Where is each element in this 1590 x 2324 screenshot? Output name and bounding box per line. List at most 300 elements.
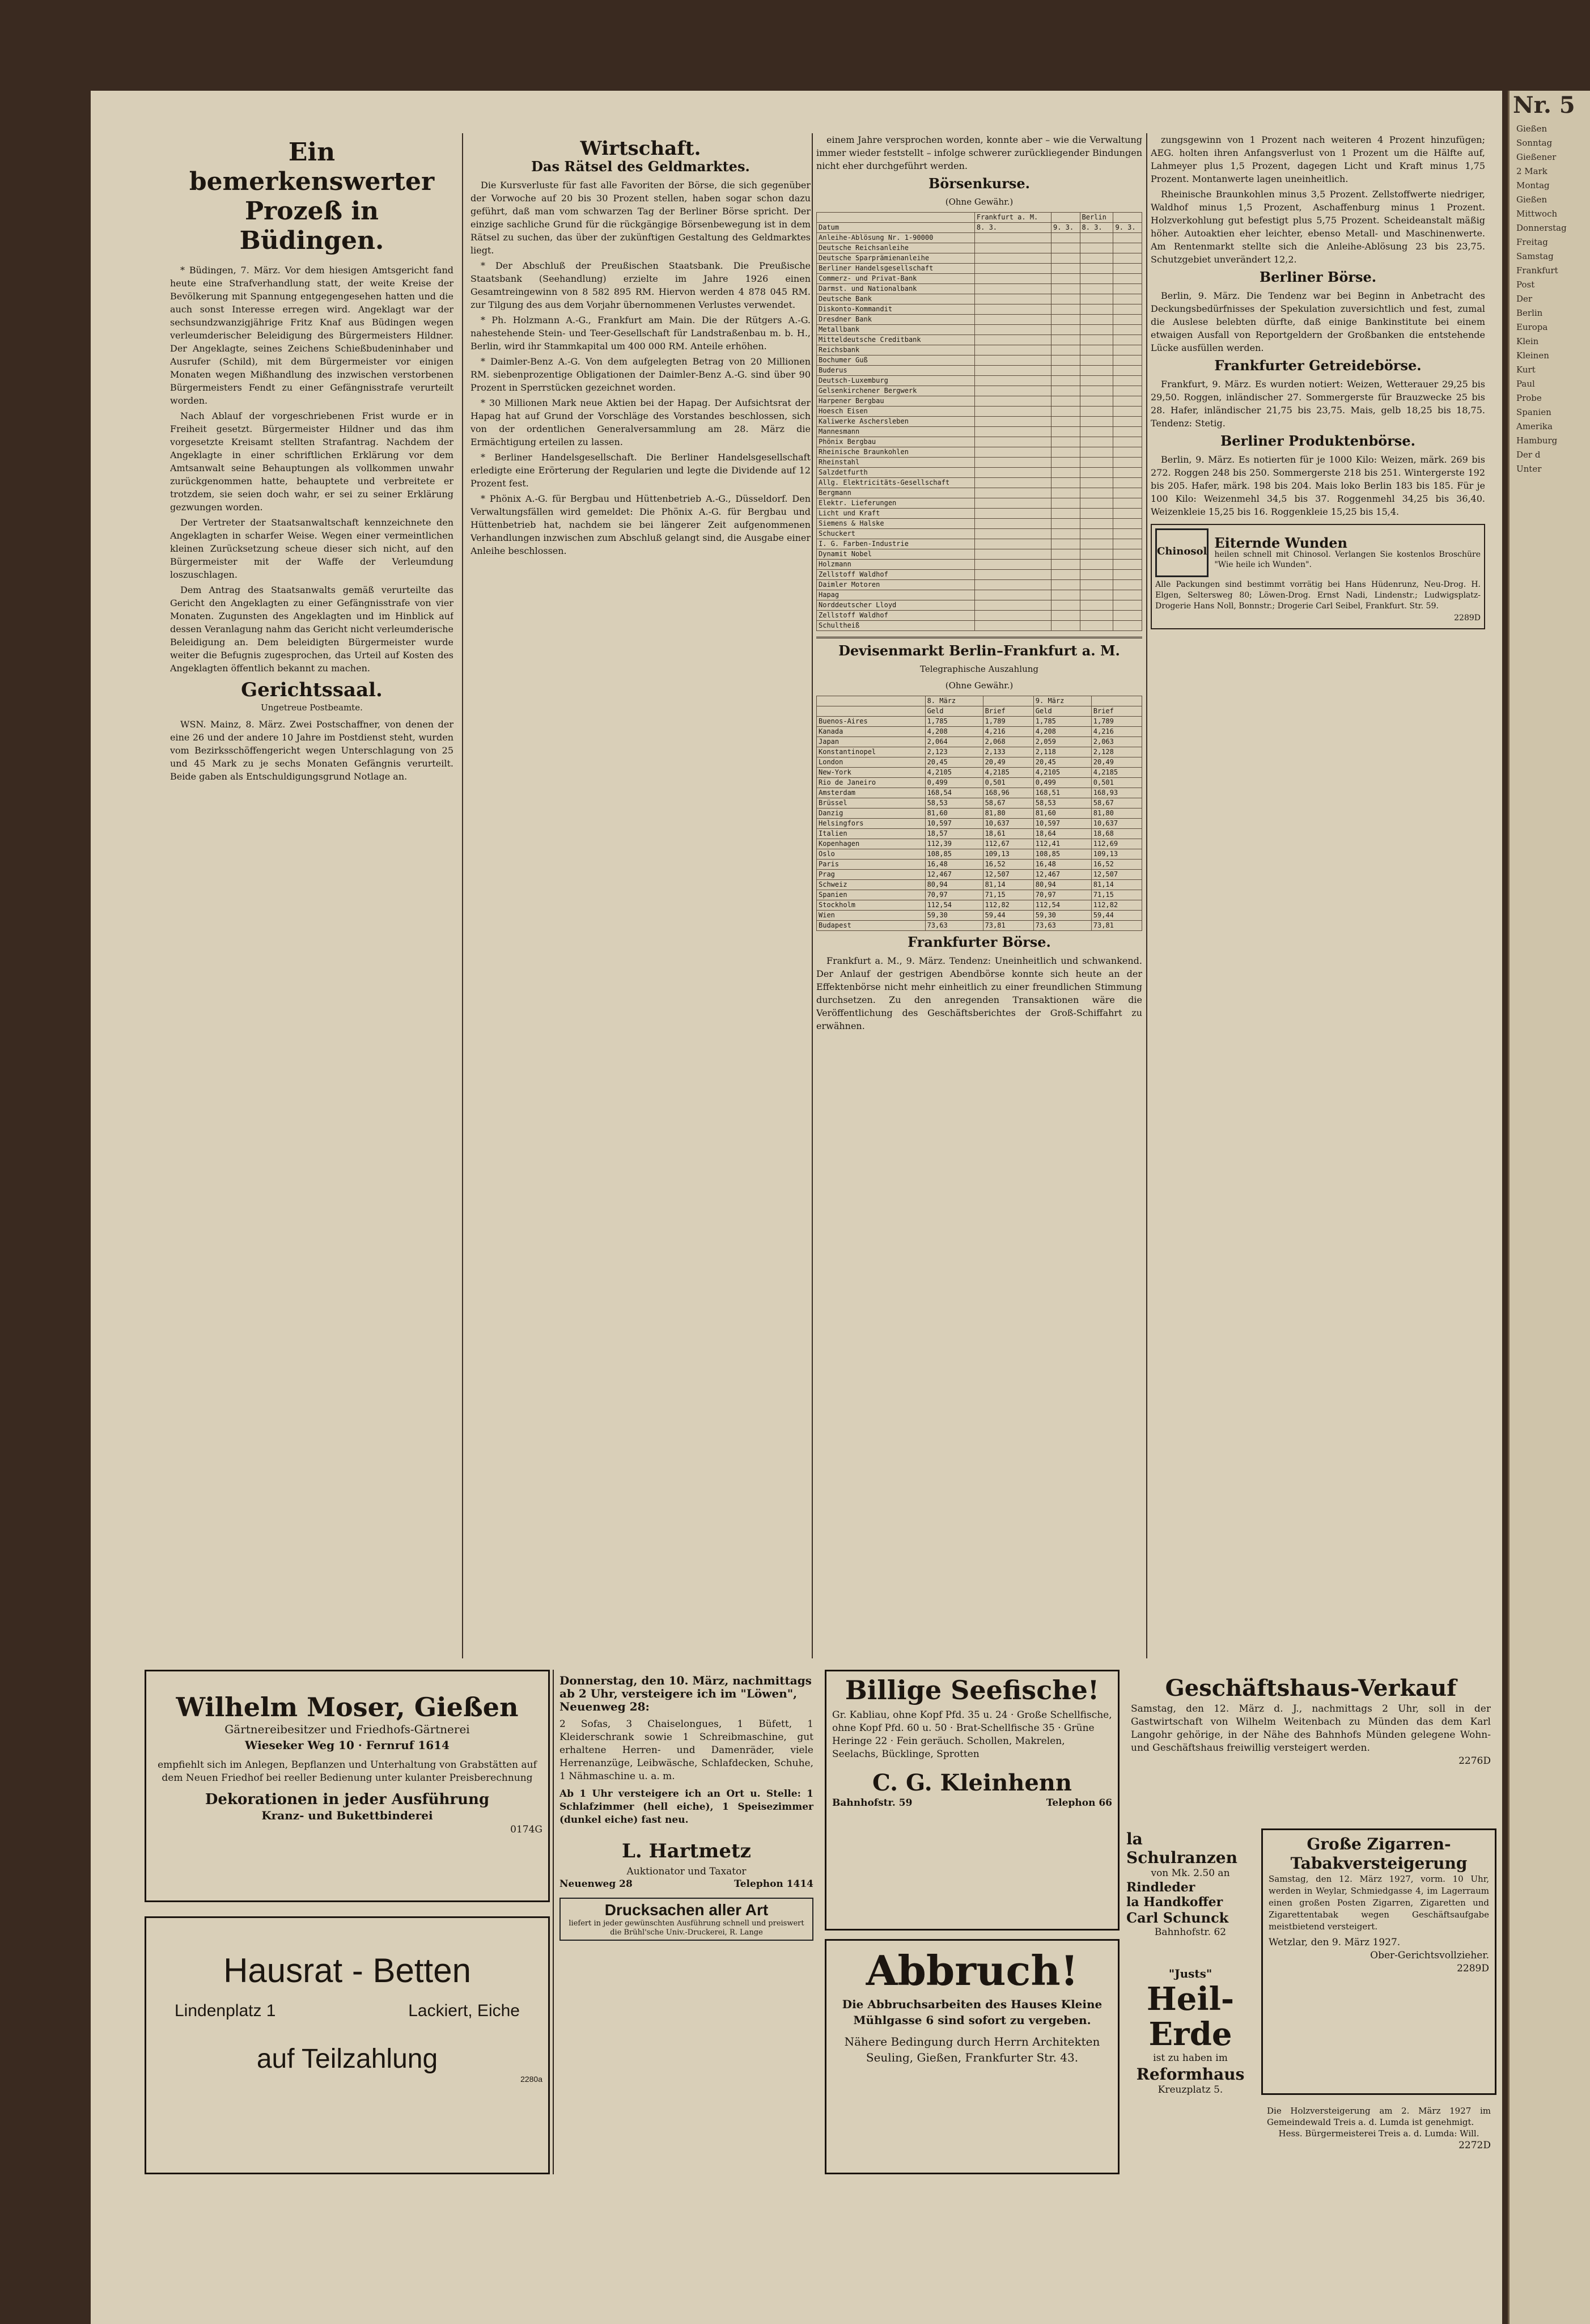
table-cell	[974, 396, 1051, 407]
table-cell: 2,128	[1091, 747, 1142, 757]
table-cell: Rheinstahl	[817, 458, 975, 468]
table-cell	[1113, 253, 1142, 264]
table-cell: 81,14	[983, 880, 1033, 890]
table-cell	[1113, 519, 1142, 529]
ad-text: liefert in jeder gewünschten Ausführung schnell und preiswert die Brühl'sche Univ.-Druckerei, R. Lange	[569, 1919, 804, 1937]
table-cell	[974, 498, 1051, 509]
table-cell: 4,208	[1033, 727, 1091, 737]
table-cell	[1113, 611, 1142, 621]
page-number: Nr. 5	[1513, 92, 1575, 118]
next-page-line: Mittwoch	[1516, 209, 1558, 219]
table-cell	[1080, 539, 1113, 549]
ad-role: Ober-Gerichtsvollzieher.	[1370, 1950, 1489, 1961]
table-cell	[1051, 233, 1080, 243]
table-cell: Buenos-Aires	[817, 717, 926, 727]
table-header-cell: Geld	[925, 706, 983, 717]
table-cell: 73,81	[983, 921, 1033, 931]
table-cell: Dynamit Nobel	[817, 549, 975, 560]
table-cell	[1051, 580, 1080, 590]
table-cell: 2,059	[1033, 737, 1091, 747]
table-cell: Salzdetfurth	[817, 468, 975, 478]
table-cell: 112,67	[983, 839, 1033, 849]
table-cell	[974, 407, 1051, 417]
article-paragraph: Frankfurt a. M., 9. März. Tendenz: Uneinheitlich und schwankend. Der Anlauf der gestrigen Abendbörse konnte sich heute an der Effektenbörse nicht mehr einheitlich zu einer freundlichen Stimmung durchsetzen. Zu den anregenden Transaktionen wäre die Veröffentlichung des Geschäftsberichtes der Groß-Schiffahrt zu erwähnen.	[816, 955, 1142, 1031]
ad-text: Die Abbruchsarbeiten des Hauses Kleine Mühlgasse 6 sind sofort zu vergeben.	[842, 1997, 1103, 2027]
next-page-strip	[1508, 91, 1590, 2324]
table-cell	[974, 580, 1051, 590]
ad-slogan-2: Kranz- und Bukettbinderei	[261, 1809, 433, 1822]
section-title: Frankfurter Börse.	[908, 934, 1051, 950]
table-cell	[1080, 570, 1113, 580]
table-row	[817, 717, 1142, 727]
table-cell: Prag	[817, 870, 926, 880]
table-cell	[1113, 243, 1142, 253]
table-cell: London	[817, 757, 926, 768]
table-header-cell: 9. 3.	[1113, 223, 1142, 233]
table-cell: Schuckert	[817, 529, 975, 539]
table-cell	[1080, 386, 1113, 396]
table-row	[817, 417, 1142, 427]
table-cell: Helsingfors	[817, 819, 926, 829]
table-cell: 16,52	[983, 860, 1033, 870]
next-page-line: Sonntag	[1516, 138, 1553, 148]
table-row	[817, 315, 1142, 325]
table-header-cell	[817, 696, 926, 706]
table-header-cell: 8. 3.	[1080, 223, 1113, 233]
table-cell	[1051, 468, 1080, 478]
section-title: Börsenkurse.	[928, 175, 1031, 192]
table-row	[817, 829, 1142, 839]
section-subtitle: Das Rätsel des Geldmarktes.	[531, 158, 750, 175]
article-paragraph: * Ph. Holzmann A.-G., Frankfurt am Main. Die der Rütgers A.-G. nahestehende Stein- und Teer-Gesellschaft für Landstraßenbau m. b. H., Berlin, wird ihr Stammkapital um 400 000 RM. Anteile erhöhen.	[470, 315, 811, 352]
table-cell: Norddeutscher Lloyd	[817, 600, 975, 611]
article-paragraph: zungsgewinn von 1 Prozent nach weiteren 4 Prozent hinzufügen; AEG. holten ihren Anfangsverlust von 1 Prozent um die Hälfte auf, Lahmeyer plus 1,5 Prozent, dagegen Licht und Kraft minus 1,75 Prozent. Montanwerte lagen uneinheitlich.	[1151, 134, 1485, 184]
table-cell: Deutsch-Luxemburg	[817, 376, 975, 386]
table-cell	[1113, 294, 1142, 304]
table-cell	[974, 478, 1051, 488]
article-paragraph: Die Kursverluste für fast alle Favoriten der Börse, die sich gegenüber der Vorwoche auf 20 bis 30 Prozent stellen, haben sogar schon dazu geführt, daß man vom schwarzen Tag der Berliner Börse spricht. Der einzige sachliche Grund für die rückgängige Börsenbewegung ist in dem Rätsel zu suchen, das über der zukünftigen Gestaltung des Geldmarktes liegt.	[470, 180, 811, 256]
table-cell	[1080, 396, 1113, 407]
next-page-line: Spanien	[1516, 407, 1551, 417]
table-row	[817, 529, 1142, 539]
table-cell: Commerz- und Privat-Bank	[817, 274, 975, 284]
table-cell: 168,96	[983, 788, 1033, 798]
table-header-cell	[817, 213, 975, 223]
next-page-line: Post	[1516, 280, 1535, 290]
table-cell	[1080, 580, 1113, 590]
table-cell	[974, 335, 1051, 345]
table-cell	[974, 264, 1051, 274]
table-cell	[1080, 315, 1113, 325]
table-cell: Konstantinopel	[817, 747, 926, 757]
table-cell	[1080, 355, 1113, 366]
table-cell	[1113, 488, 1142, 498]
table-header-cell: Geld	[1033, 706, 1091, 717]
column-1	[170, 133, 453, 1658]
article-paragraph: Berlin, 9. März. Die Tendenz war bei Beginn in Anbetracht des Deckungsbedürfnisses der Spekulation zuversichtlich und fest, zumal die Auslese belebten dürfte, daß einige Bankinstitute bei einem etwaigen Ausfall von Reportgeldern der Großbanken die entstehende Lücke ausfüllen werden.	[1151, 290, 1485, 353]
table-cell: 4,2185	[983, 768, 1033, 778]
table-cell	[1080, 478, 1113, 488]
table-cell: 112,69	[1091, 839, 1142, 849]
table-cell: Daimler Motoren	[817, 580, 975, 590]
table-cell	[1051, 447, 1080, 458]
table-row	[817, 366, 1142, 376]
table-cell	[1080, 549, 1113, 560]
table-cell: 2,133	[983, 747, 1033, 757]
table-cell: 112,54	[925, 900, 983, 911]
table-cell	[1051, 264, 1080, 274]
table-cell: 1,789	[983, 717, 1033, 727]
table-cell	[974, 509, 1051, 519]
table-cell	[1080, 488, 1113, 498]
ad-title: Drucksachen aller Art	[604, 1901, 769, 1919]
ad-row	[832, 1797, 1112, 1809]
article-paragraph: Berlin, 9. März. Es notierten für je 1000 Kilo: Weizen, märk. 269 bis 272. Roggen 248 bis 250. Sommergerste 218 bis 251. Wintergerste 192 bis 205. Hafer, märk. 198 bis 204. Mais loko Berlin 183 bis 185. Für je 100 Kilo: Weizenmehl 34,5 bis 37. Roggenmehl 34,25 bis 36,40. Weizenkleie 15,25 bis 16. Roggenkleie 15,25 bis 15,4.	[1151, 454, 1485, 517]
ad-title: Große Zigarren-Tabakversteigerung	[1290, 1835, 1468, 1873]
ad-slogan: Dekorationen in jeder Ausführung	[205, 1791, 490, 1808]
table-row	[817, 590, 1142, 600]
table-cell: 16,48	[925, 860, 983, 870]
section-subtitle: Ungetreue Postbeamte.	[261, 702, 363, 713]
table-row	[817, 233, 1142, 243]
table-row	[817, 621, 1142, 631]
table-cell: Allg. Elektricitäts-Gesellschaft	[817, 478, 975, 488]
table-cell: 80,94	[925, 880, 983, 890]
table-row	[817, 355, 1142, 366]
table-cell	[974, 488, 1051, 498]
table-cell	[1113, 417, 1142, 427]
table-row	[817, 900, 1142, 911]
ad-text: Samstag, den 12. März 1927, vorm. 10 Uhr, werden in Weylar, Schmiedgasse 4, im Lagerraum einen großen Posten Zigarren, Zigaretten und Zigarettentabak wegen Geschäftsaufgabe meistbietend versteigert.	[1269, 1874, 1489, 1932]
table-cell: 168,51	[1033, 788, 1091, 798]
seefische-ad	[825, 1670, 1120, 1931]
article-paragraph: Rheinische Braunkohlen minus 3,5 Prozent. Zellstoffwerte niedriger, Waldhof minus 1,5 Prozent, Aschaffenburg minus 1 Prozent. Holzverkohlung gut befestigt plus 5,75 Prozent. Scheideanstalt mäßig höher. Autoaktien eher leichter, ebenso Metall- und Maschinenwerte. Am Rentenmarkt stellte sich die Anleihe-Ablösung 23 bis 23,75. Schutzgebiet unverändert 12,2.	[1151, 189, 1485, 265]
table-cell	[1113, 529, 1142, 539]
table-cell: Deutsche Reichsanleihe	[817, 243, 975, 253]
versteigerung-ad	[553, 1670, 819, 2174]
table-cell: 12,507	[983, 870, 1033, 880]
table-header-cell: Brief	[1091, 706, 1142, 717]
table-cell: Schultheiß	[817, 621, 975, 631]
table-cell: 2,123	[925, 747, 983, 757]
table-cell: Rheinische Braunkohlen	[817, 447, 975, 458]
table-cell: Holzmann	[817, 560, 975, 570]
table-cell: 4,208	[925, 727, 983, 737]
table-cell: 1,789	[1091, 717, 1142, 727]
column-rule	[1146, 133, 1147, 1658]
table-row	[817, 580, 1142, 590]
next-page-line: Berlin	[1516, 308, 1543, 318]
chinosol-logo: Chinosol	[1155, 528, 1209, 577]
table-cell	[1113, 274, 1142, 284]
table-cell: 20,49	[983, 757, 1033, 768]
table-cell	[1113, 437, 1142, 447]
table-row	[817, 345, 1142, 355]
table-cell: 4,216	[983, 727, 1033, 737]
table-cell: 58,67	[983, 798, 1033, 808]
table-cell	[1080, 335, 1113, 345]
next-page-line: Der d	[1516, 450, 1541, 460]
table-cell	[1051, 539, 1080, 549]
table-cell: 2,068	[983, 737, 1033, 747]
table-cell	[1113, 315, 1142, 325]
table-cell	[1113, 284, 1142, 294]
table-cell: Diskonto-Kommandit	[817, 304, 975, 315]
table-cell	[1051, 611, 1080, 621]
table-header-cell: Datum	[817, 223, 975, 233]
table-cell: 81,60	[925, 808, 983, 819]
table-cell	[1051, 509, 1080, 519]
ad-title: Wilhelm Moser, Gießen	[176, 1692, 519, 1722]
table-row	[817, 264, 1142, 274]
table-row	[817, 335, 1142, 345]
table-cell: Phönix Bergbau	[817, 437, 975, 447]
table-cell: Brüssel	[817, 798, 926, 808]
table-cell	[1080, 243, 1113, 253]
table-header-cell: Berlin	[1080, 213, 1113, 223]
table-row	[817, 468, 1142, 478]
table-cell	[1080, 325, 1113, 335]
table-cell	[1080, 294, 1113, 304]
article-paragraph: einem Jahre versprochen worden, konnte aber – wie die Verwaltung immer wieder feststellt – infolge schwerer zurückliegender Bindungen nicht eher durchgeführt werden.	[816, 134, 1142, 171]
next-page-line: Montag	[1516, 180, 1550, 191]
table-cell: 10,637	[983, 819, 1033, 829]
table-cell	[974, 243, 1051, 253]
ad-item: Rindleder	[1126, 1880, 1195, 1895]
section-title: Gerichtssaal.	[241, 679, 383, 701]
table-cell	[1113, 549, 1142, 560]
table-cell: 10,597	[1033, 819, 1091, 829]
table-cell: Darmst. und Nationalbank	[817, 284, 975, 294]
table-row	[817, 396, 1142, 407]
ad-code: 2272D	[1458, 2140, 1491, 2151]
article-paragraph: WSN. Mainz, 8. März. Zwei Postschaffner, von denen der eine 26 und der andere 10 Jahre im Postdienst steht, wurden vom Bezirksschöffengericht wegen Unterschlagung von 25 und 45 Mark zu je sechs Monaten Gefängnis verurteilt. Beide gaben als Entschuldigungsgrund Notlage an.	[170, 719, 453, 782]
column-rule	[462, 133, 463, 1658]
table-cell: 108,85	[1033, 849, 1091, 860]
table-row	[817, 870, 1142, 880]
table-cell: Dresdner Bank	[817, 315, 975, 325]
chinosol-text: heilen schnell mit Chinosol. Verlangen Sie kostenlos Broschüre "Wie heile ich Wunden".	[1214, 549, 1481, 569]
ad-address: Bahnhofstr. 62	[1154, 1927, 1227, 1938]
ad-name: L. Hartmetz	[622, 1840, 751, 1862]
table-cell	[1051, 294, 1080, 304]
table-cell	[1080, 458, 1113, 468]
table-cell: 108,85	[925, 849, 983, 860]
table-cell	[1080, 284, 1113, 294]
table-cell	[1051, 396, 1080, 407]
next-page-line: Probe	[1516, 393, 1542, 403]
table-cell: 0,501	[983, 778, 1033, 788]
table-cell: New-York	[817, 768, 926, 778]
table-cell	[974, 458, 1051, 468]
table-cell: Schweiz	[817, 880, 926, 890]
table-cell	[1080, 233, 1113, 243]
table-row	[817, 498, 1142, 509]
table-cell: 70,97	[925, 890, 983, 900]
table-cell	[1080, 427, 1113, 437]
ad-text: Ab 1 Uhr versteigere ich an Ort u. Stelle: 1 Schlafzimmer (hell eiche), 1 Speisezimmer (dunkel eiche) fast neu.	[559, 1788, 813, 1826]
table-row	[817, 488, 1142, 498]
article-paragraph: * 30 Millionen Mark neue Aktien bei der Hapag. Der Aufsichtsrat der Hapag hat auf Grund der Vorschläge des Vorstandes beschlossen, sich von der ordentlichen Generalversammlung am 28. März die Ermächtigung erteilen zu lassen.	[470, 397, 811, 447]
table-cell	[1051, 478, 1080, 488]
table-cell	[1080, 253, 1113, 264]
table-cell	[974, 304, 1051, 315]
table-cell: 10,637	[1091, 819, 1142, 829]
chinosol-title: Eiternde Wunden	[1214, 534, 1347, 551]
ad-phone: Telephon 1414	[734, 1878, 813, 1890]
next-page-line: Der	[1516, 294, 1533, 304]
section-subtitle: Telegraphische Auszahlung	[920, 664, 1038, 674]
table-header-cell: Brief	[983, 706, 1033, 717]
table-cell: Mannesmann	[817, 427, 975, 437]
section-subtitle: (Ohne Gewähr.)	[945, 197, 1014, 207]
section-title: Berliner Börse.	[1259, 269, 1377, 285]
table-cell	[974, 570, 1051, 580]
article-paragraph: * Der Abschluß der Preußischen Staatsbank. Die Preußische Staatsbank (Seehandlung) erzielte im Jahre 1926 einen Gesamtreingewinn von 8 582 895 RM. Hiervon werden 4 878 045 RM. zur Tilgung des aus dem Vorjahr übernommenen Verlustes verwendet.	[470, 260, 811, 310]
table-cell: Metallbank	[817, 325, 975, 335]
table-cell	[1113, 366, 1142, 376]
next-page-line: Hamburg	[1516, 435, 1558, 446]
table-cell: 0,501	[1091, 778, 1142, 788]
table-header-cell: Frankfurt a. M.	[974, 213, 1051, 223]
table-cell	[1051, 458, 1080, 468]
table-cell: I. G. Farben-Industrie	[817, 539, 975, 549]
table-row	[817, 458, 1142, 468]
table-cell	[974, 539, 1051, 549]
ad-text: ist zu haben im	[1153, 2052, 1228, 2064]
table-cell	[1113, 447, 1142, 458]
next-page-line: 2 Mark	[1516, 166, 1547, 176]
next-page-line: Donnerstag	[1516, 223, 1567, 233]
table-cell	[1113, 509, 1142, 519]
table-cell: 71,15	[1091, 890, 1142, 900]
table-cell	[1051, 274, 1080, 284]
table-cell: Deutsche Sparprämienanleihe	[817, 253, 975, 264]
table-cell	[1080, 519, 1113, 529]
table-cell: 81,14	[1091, 880, 1142, 890]
next-page-line: Gießener	[1516, 152, 1557, 162]
stock-table	[816, 212, 1142, 631]
table-cell	[974, 284, 1051, 294]
table-cell: 16,52	[1091, 860, 1142, 870]
table-cell	[1051, 355, 1080, 366]
table-cell: 12,507	[1091, 870, 1142, 880]
table-cell	[1113, 539, 1142, 549]
table-cell: Siemens & Halske	[817, 519, 975, 529]
table-cell: Amsterdam	[817, 788, 926, 798]
table-cell: 2,063	[1091, 737, 1142, 747]
table-cell	[1113, 621, 1142, 631]
table-cell	[1113, 427, 1142, 437]
table-row	[817, 519, 1142, 529]
table-cell	[1051, 498, 1080, 509]
table-cell: Wien	[817, 911, 926, 921]
article-paragraph: Frankfurt, 9. März. Es wurden notiert: Weizen, Wetterauer 29,25 bis 29,50. Roggen, inländischer 27. Sommergerste für Brauzwecke 25 bis 28. Hafer, inländischer 21,75 bis 23,75. Mais, gelb 18,25 bis 18,75. Tendenz: Stetig.	[1151, 379, 1485, 429]
table-cell: 20,49	[1091, 757, 1142, 768]
table-cell: 58,53	[925, 798, 983, 808]
article-paragraph: Dem Antrag des Staatsanwalts gemäß verurteilte das Gericht den Angeklagten zu einer Gefängnisstrafe von vier Monaten. Zugunsten des Angeklagten und im Hinblick auf dessen Veranlagung nahm das Gericht nicht verleumderische Beleidigung an. Dem beleidigten Bürgermeister wurde weiter die Befugnis zugesprochen, das Urteil auf Kosten des Angeklagten öffentlich bekannt zu machen.	[170, 585, 453, 674]
table-cell	[1080, 560, 1113, 570]
table-cell	[1080, 611, 1113, 621]
column-3	[816, 133, 1142, 1658]
table-cell: 59,44	[1091, 911, 1142, 921]
table-cell: 59,30	[1033, 911, 1091, 921]
table-row	[817, 737, 1142, 747]
ad-address: Wieseker Weg 10 · Fernruf 1614	[245, 1738, 450, 1752]
table-cell: Kaliwerke Aschersleben	[817, 417, 975, 427]
table-row	[817, 539, 1142, 549]
table-cell	[974, 519, 1051, 529]
table-cell: 18,57	[925, 829, 983, 839]
table-header-cell	[983, 696, 1033, 706]
table-cell	[1080, 407, 1113, 417]
table-cell	[974, 376, 1051, 386]
section-title: Wirtschaft.	[580, 137, 701, 160]
table-cell: Zellstoff Waldhof	[817, 570, 975, 580]
table-cell	[1080, 376, 1113, 386]
table-row	[817, 778, 1142, 788]
table-cell	[974, 447, 1051, 458]
next-page-line: Freitag	[1516, 237, 1548, 247]
table-cell	[1051, 243, 1080, 253]
table-cell: Bochumer Guß	[817, 355, 975, 366]
table-cell	[1051, 519, 1080, 529]
table-row	[817, 427, 1142, 437]
table-row	[817, 747, 1142, 757]
table-cell	[1080, 590, 1113, 600]
table-cell: 109,13	[1091, 849, 1142, 860]
table-cell: Reichsbank	[817, 345, 975, 355]
table-cell	[974, 600, 1051, 611]
table-cell	[1080, 366, 1113, 376]
table-cell	[974, 468, 1051, 478]
ad-brand: Carl Schunck	[1126, 1910, 1229, 1926]
table-cell	[1051, 549, 1080, 560]
table-cell	[974, 427, 1051, 437]
table-row	[817, 921, 1142, 931]
table-cell	[974, 560, 1051, 570]
table-cell: 4,2105	[1033, 768, 1091, 778]
next-page-line: Kleinen	[1516, 350, 1549, 361]
table-cell: Italien	[817, 829, 926, 839]
table-cell: 112,82	[983, 900, 1033, 911]
abbruch-ad	[825, 1939, 1120, 2174]
table-cell: 18,68	[1091, 829, 1142, 839]
table-row	[817, 860, 1142, 870]
next-page-line: Klein	[1516, 336, 1539, 346]
table-cell: Rio de Janeiro	[817, 778, 926, 788]
heilerde-ad	[1125, 1965, 1256, 2174]
table-row	[817, 549, 1142, 560]
table-cell	[974, 621, 1051, 631]
table-row	[817, 386, 1142, 396]
table-header-cell	[1051, 213, 1080, 223]
article-paragraph: * Büdingen, 7. März. Vor dem hiesigen Amtsgericht fand heute eine Strafverhandlung statt, der weite Kreise der Bevölkerung mit Spannung entgegengesehen hatten und die auch sonst Interesse erregen wird. Angeklagt war der sechsundzwanzigjährige Fritz Knaf aus Büdingen wegen verleumderischer Beleidigung des Bürgermeisters Hildner. Der Angeklagte, seines Zeichens Schießbudeninhaber und Ausrufer (Schild), mit dem Bürgermeister vor einigen Monaten wegen Mißhandlung des inzwischen verstorbenen Bürgermeisters Fendt zu einer Gefängnisstrafe verurteilt worden.	[170, 265, 453, 406]
table-cell: Stockholm	[817, 900, 926, 911]
ad-text: Die Holzversteigerung am 2. März 1927 im Gemeindewald Treis a. d. Lumda ist genehmigt.	[1267, 2106, 1491, 2127]
table-row	[817, 911, 1142, 921]
table-cell: 81,60	[1033, 808, 1091, 819]
table-row	[817, 757, 1142, 768]
table-cell: 73,81	[1091, 921, 1142, 931]
table-cell	[1051, 284, 1080, 294]
next-page-line: Samstag	[1516, 251, 1554, 261]
table-cell	[1113, 355, 1142, 366]
table-row	[817, 611, 1142, 621]
table-cell	[974, 315, 1051, 325]
table-cell	[1051, 335, 1080, 345]
table-row	[817, 560, 1142, 570]
